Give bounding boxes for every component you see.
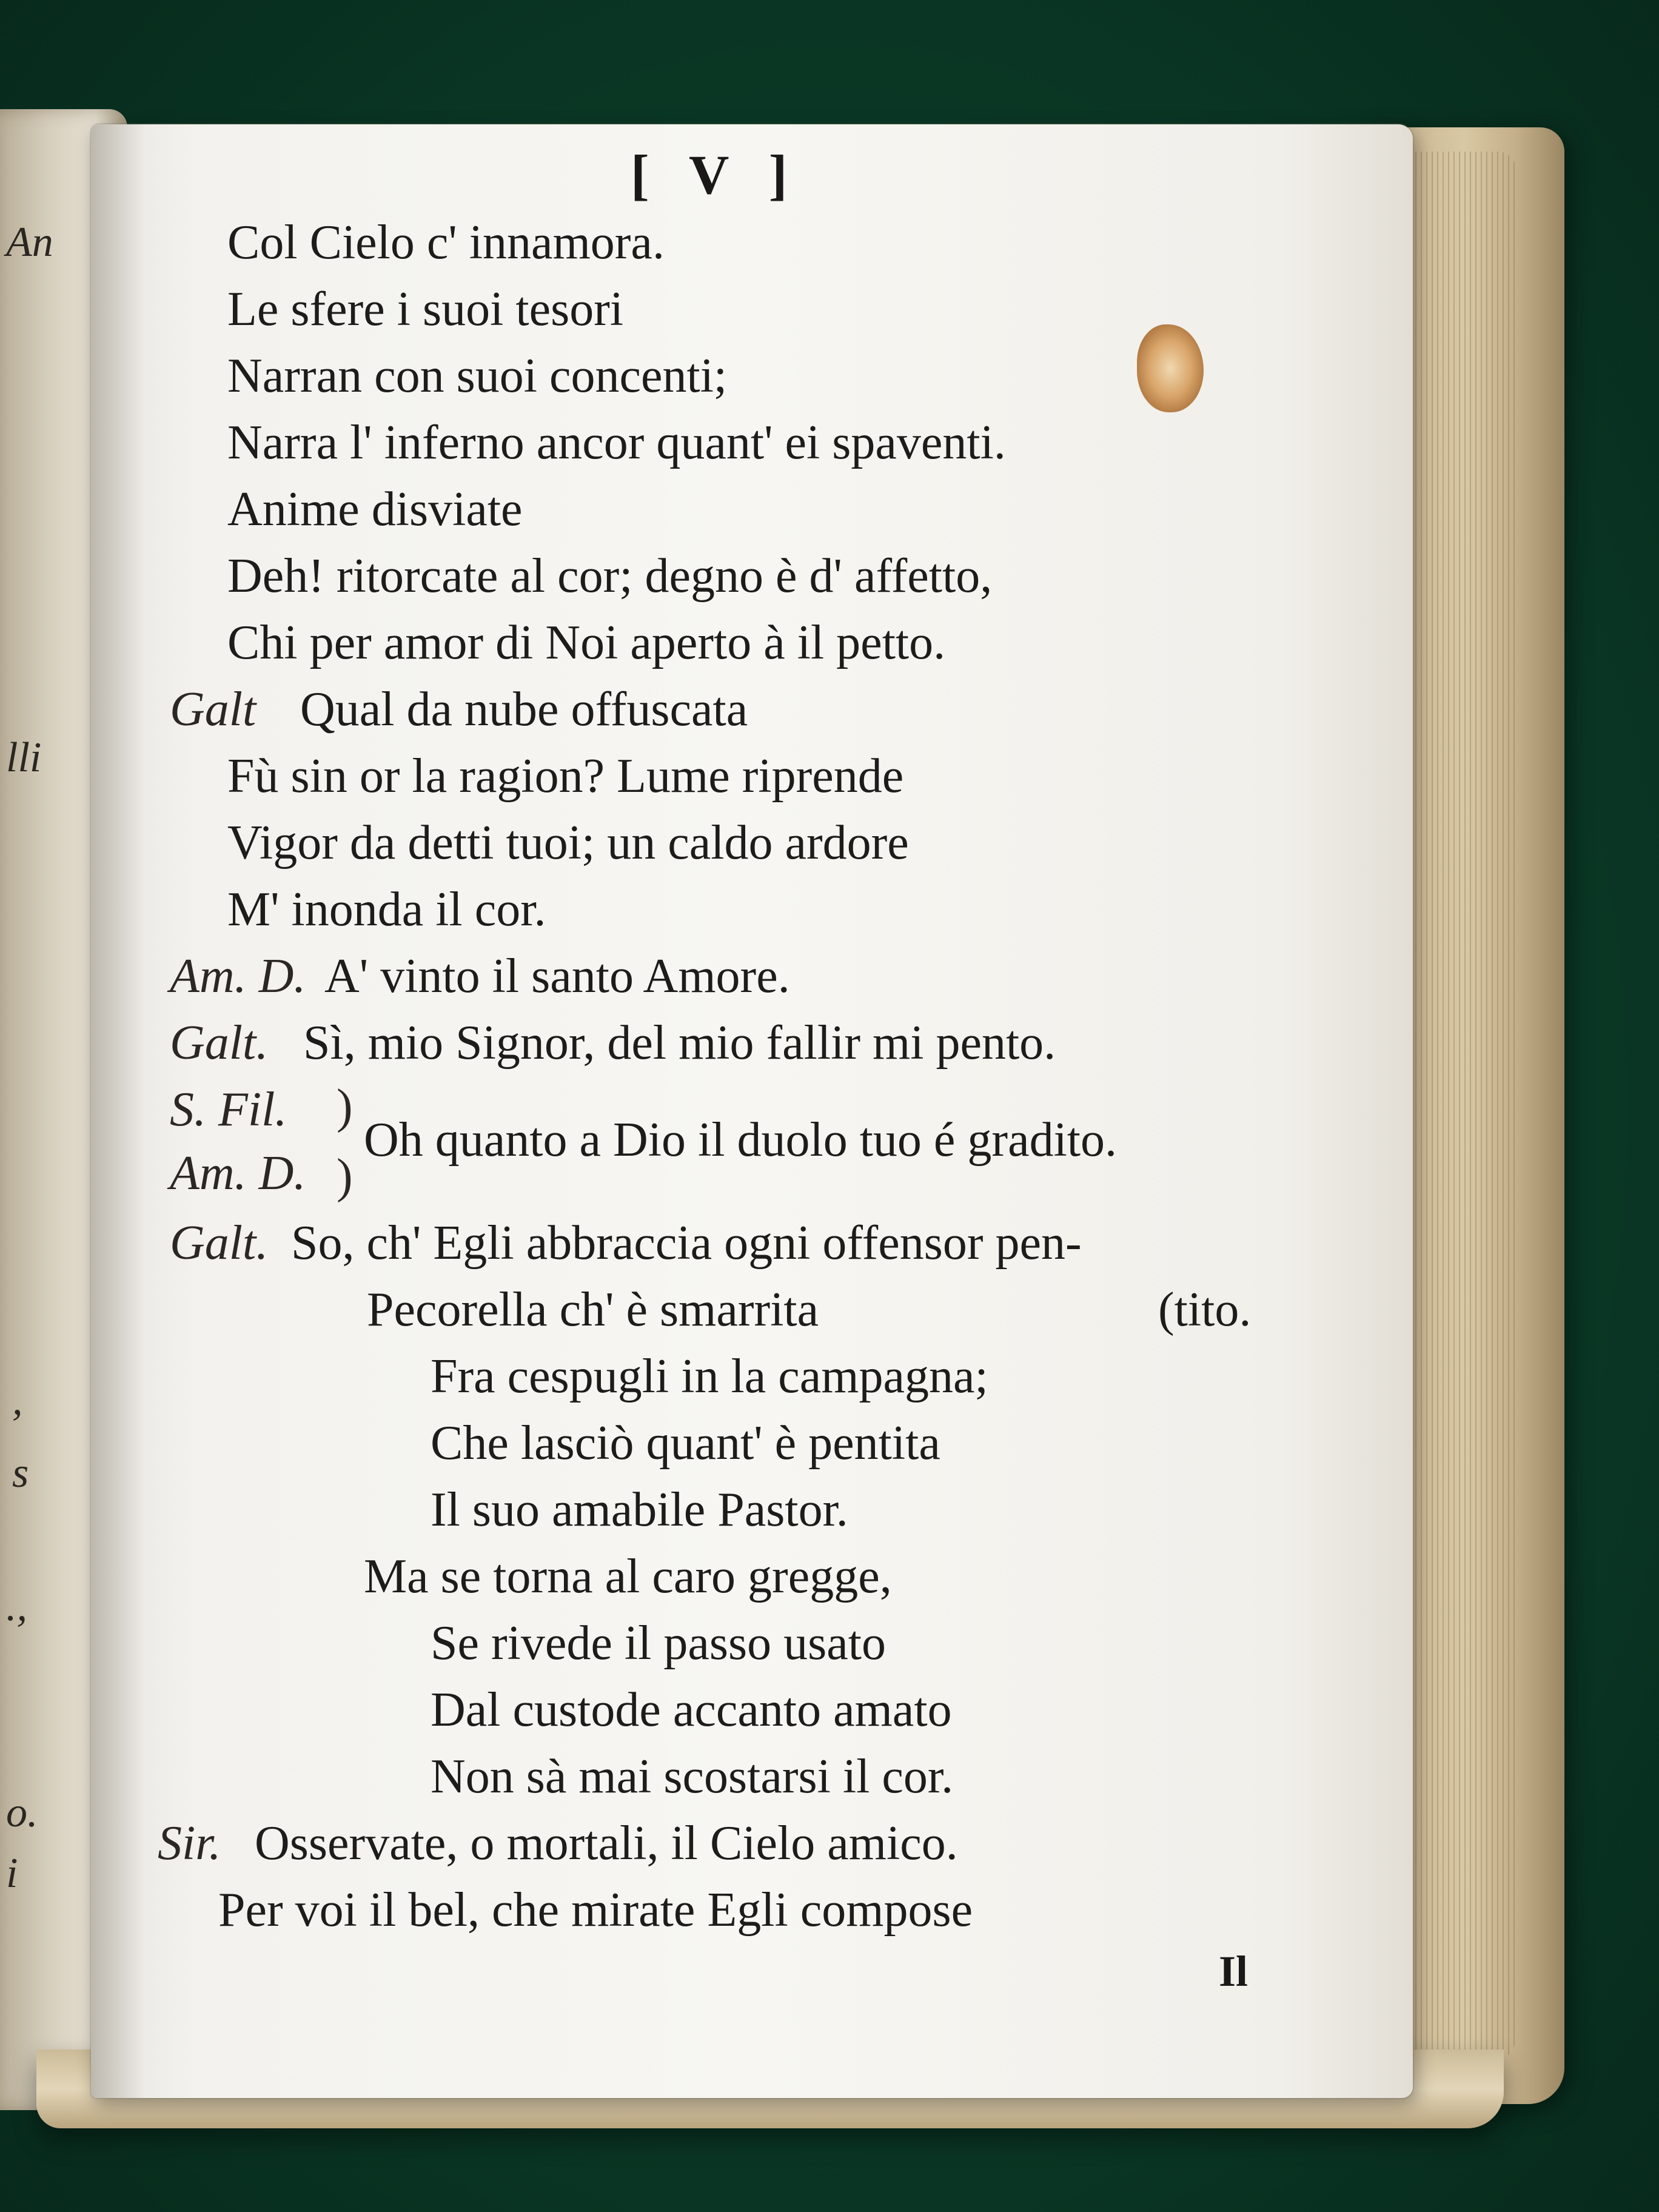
speaker-label: Galt bbox=[170, 683, 256, 736]
speaker-label: Galt. bbox=[170, 1016, 269, 1070]
verse-line: Pecorella ch' è smarrita bbox=[367, 1283, 819, 1336]
verse-line: Deh! ritorcate al cor; degno è d' affetto, bbox=[227, 549, 993, 603]
verse-line: Ma se torna al caro gregge, bbox=[364, 1550, 892, 1603]
left-page-fragment: ., bbox=[6, 1583, 27, 1630]
verse-line: Dal custode accanto amato bbox=[431, 1683, 952, 1737]
verse-line: Che lasciò quant' è pentita bbox=[431, 1416, 940, 1470]
verse-line: Le sfere i suoi tesori bbox=[227, 283, 624, 336]
verse-line: Fù sin or la ragion? Lume riprende bbox=[227, 749, 904, 803]
brace: ) bbox=[337, 1080, 353, 1133]
speaker-label: Am. D. bbox=[170, 950, 306, 1003]
verse-line: Per voi il bel, che mirate Egli compose bbox=[218, 1883, 973, 1937]
speaker-label: S. Fil. bbox=[170, 1083, 287, 1136]
verse-line: Oh quanto a Dio il duolo tuo é gradito. bbox=[364, 1113, 1118, 1167]
verse-line: Chi per amor di Noi aperto à il petto. bbox=[227, 616, 946, 669]
verse-line: Qual da nube offuscata bbox=[300, 683, 748, 736]
verse-line: Col Cielo c' innamora. bbox=[227, 216, 665, 269]
verse-line: Narran con suoi concenti; bbox=[227, 349, 728, 403]
verse-line-turnover: (tito. bbox=[1158, 1283, 1252, 1336]
speaker-label: Galt. bbox=[170, 1216, 269, 1270]
verse-line: A' vinto il santo Amore. bbox=[324, 950, 790, 1003]
speaker-label: Sir. bbox=[158, 1817, 221, 1870]
verse-line: Non sà mai scostarsi il cor. bbox=[431, 1750, 954, 1803]
verse-line: Narra l' inferno ancor quant' ei spaventi. bbox=[227, 416, 1006, 469]
catchword: Il bbox=[1219, 1947, 1248, 1996]
verse-line: Sì, mio Signor, del mio fallir mi pento. bbox=[303, 1016, 1056, 1070]
speaker-label: Am. D. bbox=[170, 1147, 306, 1200]
left-page-fragment: lli bbox=[6, 734, 42, 781]
left-page-fragment: o. bbox=[6, 1789, 38, 1836]
page-header: [ V ] bbox=[631, 144, 801, 206]
left-page-fragment: i bbox=[6, 1850, 18, 1897]
verse-line: Se rivede il passo usato bbox=[431, 1617, 886, 1670]
left-page-fragment: An bbox=[6, 219, 53, 266]
foxing-stain bbox=[1137, 324, 1204, 412]
verse-line: M' inonda il cor. bbox=[227, 883, 546, 936]
verse-line: Anime disviate bbox=[227, 483, 523, 536]
left-page-fragment: s bbox=[12, 1450, 29, 1496]
verse-line: So, ch' Egli abbraccia ogni offensor pen- bbox=[291, 1216, 1082, 1270]
left-page-fragment: , bbox=[12, 1377, 23, 1424]
brace: ) bbox=[337, 1150, 353, 1203]
verse-line: Vigor da detti tuoi; un caldo ardore bbox=[227, 816, 909, 870]
gutter-shadow bbox=[91, 124, 146, 2098]
verse-line: Fra cespugli in la campagna; bbox=[431, 1350, 988, 1403]
verse-line: Il suo amabile Pastor. bbox=[431, 1483, 848, 1537]
verse-line: Osservate, o mortali, il Cielo amico. bbox=[255, 1817, 958, 1870]
